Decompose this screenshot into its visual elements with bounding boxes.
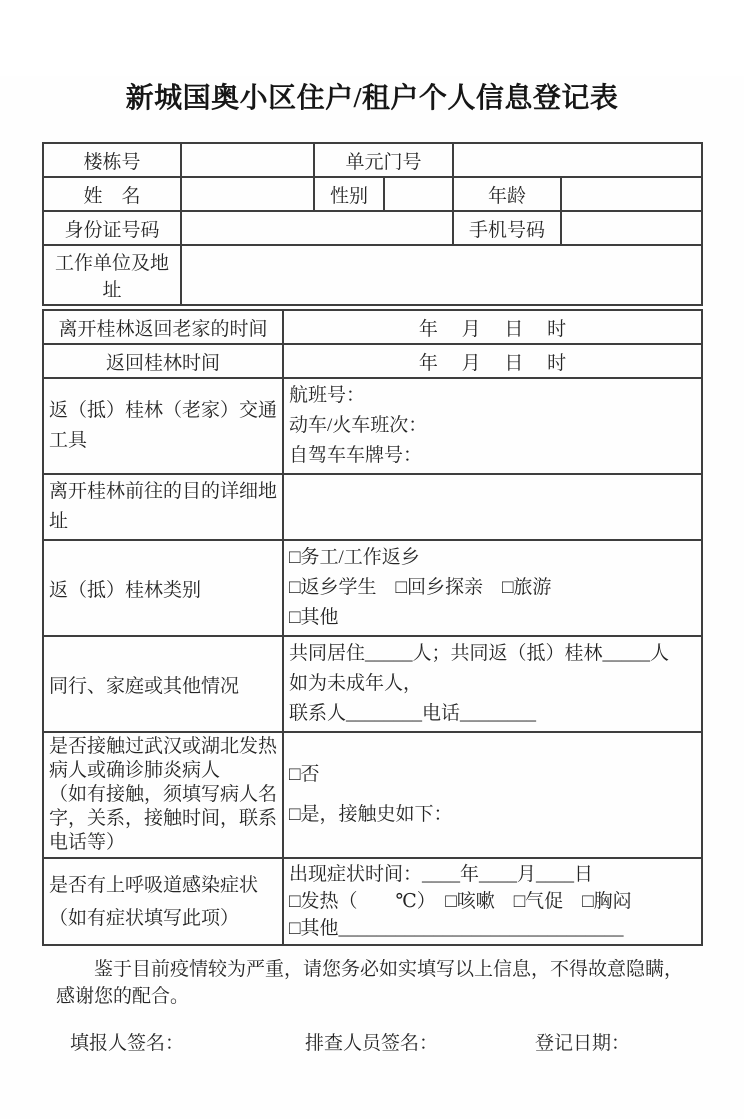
transport-label: 返（抵）桂林（老家）交通工具 (43, 378, 283, 474)
destination-field (283, 474, 702, 540)
building-number-field (181, 143, 314, 177)
symptoms-label-note: （如有症状填写此项） (49, 907, 240, 929)
workplace-label: 工作单位及地址 (43, 245, 181, 305)
symptoms-field (283, 858, 702, 945)
row-id-phone (43, 211, 702, 245)
id-number-field (181, 211, 453, 245)
phone-number-field (561, 211, 702, 245)
row-name-gender-age (43, 177, 702, 211)
symptoms-label-main: 是否有上呼吸道感染症状 (49, 874, 259, 896)
category-field (283, 540, 702, 636)
minors-line: 如为未成年人， (289, 673, 423, 694)
registration-date-label: 登记日期： (535, 1033, 631, 1054)
travel-health-table (42, 309, 703, 946)
train-number-line: 动车/火车班次： (289, 415, 428, 436)
checkbox-work-return: □务工/工作返乡 (289, 547, 420, 568)
workplace-field (181, 245, 702, 305)
unit-number-label: 单元门号 (314, 143, 453, 177)
checkbox-other-category: □其他 (289, 607, 339, 628)
return-time-field: 年 月 日 时 (283, 344, 702, 378)
gender-label: 性别 (314, 177, 384, 211)
checkbox-contact-yes: □是，接触史如下： (289, 804, 453, 825)
checkbox-contact-no: □否 (289, 764, 320, 785)
gender-field (384, 177, 453, 211)
unit-number-field (453, 143, 702, 177)
return-time-label: 返回桂林时间 (43, 344, 283, 378)
checkbox-student-visit-travel: □返乡学生 □回乡探亲 □旅游 (289, 577, 552, 598)
row-wuhan-contact (43, 732, 702, 858)
age-field (561, 177, 702, 211)
reporter-signature-label: 填报人签名： (70, 1033, 185, 1054)
personal-info-table (42, 142, 703, 306)
row-building (43, 143, 702, 177)
row-transport (43, 378, 702, 474)
companions-field (283, 636, 702, 732)
contact-person-phone-line: 联系人________电话________ (289, 703, 537, 724)
age-label: 年龄 (453, 177, 561, 211)
row-workplace (43, 245, 702, 305)
leave-time-field: 年 月 日 时 (283, 310, 702, 344)
row-leave-time (43, 310, 702, 344)
symptom-onset-line: 出现症状时间：____年____月____日 (289, 864, 594, 885)
name-label: 姓 名 (43, 177, 181, 211)
row-category (43, 540, 702, 636)
row-destination (43, 474, 702, 540)
notice-text: 鉴于目前疫情较为严重，请您务必如实填写以上信息，不得故意隐瞒，感谢您的配合。 (56, 959, 684, 1007)
wuhan-contact-label (43, 732, 283, 858)
id-number-label: 身份证号码 (43, 211, 181, 245)
car-plate-line: 自驾车车牌号： (289, 445, 423, 466)
symptoms-label (43, 858, 283, 945)
checkbox-fever-cough-line: □发热（ ℃） □咳嗽 □气促 □胸闷 (289, 891, 632, 912)
row-companions (43, 636, 702, 732)
wuhan-contact-field (283, 732, 702, 858)
row-symptoms (43, 858, 702, 945)
row-return-time (43, 344, 702, 378)
checkbox-other-symptom-line: □其他______________________________ (289, 918, 624, 939)
name-field (181, 177, 314, 211)
cohabitants-line: 共同居住_____人；共同返（抵）桂林_____人 (289, 643, 670, 664)
wuhan-contact-label-note: （如有接触，须填写病人名字，关系，接触时间，联系电话等） (49, 784, 278, 853)
companions-label: 同行、家庭或其他情况 (43, 636, 283, 732)
phone-number-label: 手机号码 (453, 211, 561, 245)
leave-time-label: 离开桂林返回老家的时间 (43, 310, 283, 344)
scanned-registration-form (0, 76, 744, 1119)
transport-field (283, 378, 702, 474)
form-title: 新城国奥小区住户/租户个人信息登记表 (125, 83, 619, 114)
wuhan-contact-label-main: 是否接触过武汉或湖北发热病人或确诊肺炎病人 (49, 736, 278, 781)
inspector-signature-label: 排查人员签名： (305, 1033, 439, 1054)
building-number-label: 楼栋号 (43, 143, 181, 177)
signature-row (70, 1028, 744, 1055)
destination-label: 离开桂林前往的目的详细地址 (43, 474, 283, 540)
flight-number-line: 航班号： (289, 385, 366, 406)
category-label: 返（抵）桂林类别 (43, 540, 283, 636)
